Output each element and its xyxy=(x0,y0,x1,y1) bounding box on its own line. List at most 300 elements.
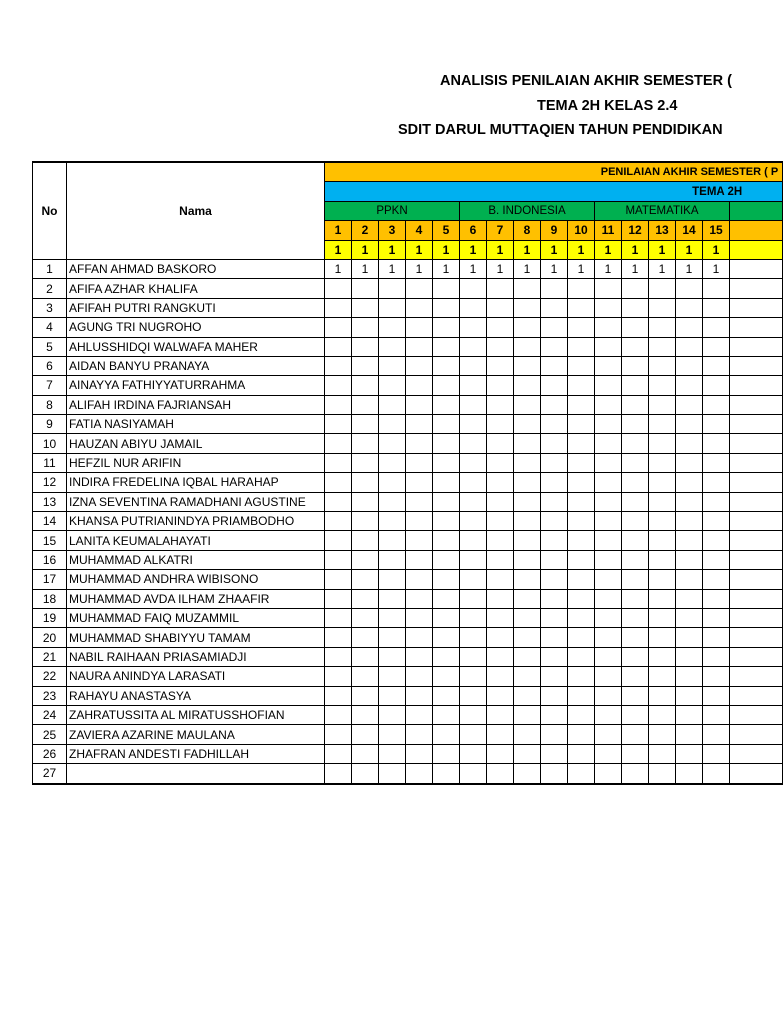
score-cell[interactable] xyxy=(379,764,406,784)
score-cell[interactable] xyxy=(433,512,460,531)
score-cell[interactable] xyxy=(325,318,352,337)
score-cell[interactable] xyxy=(649,473,676,492)
student-name[interactable]: AFIFA AZHAR KHALIFA xyxy=(67,279,325,298)
score-cell[interactable] xyxy=(487,453,514,472)
score-cell[interactable] xyxy=(649,531,676,550)
score-cell[interactable] xyxy=(595,434,622,453)
score-cell[interactable] xyxy=(541,667,568,686)
score-cell[interactable] xyxy=(352,531,379,550)
score-cell[interactable] xyxy=(541,395,568,414)
score-cell[interactable] xyxy=(622,608,649,627)
score-cell[interactable] xyxy=(541,356,568,375)
score-cell[interactable] xyxy=(541,725,568,744)
score-cell[interactable] xyxy=(541,492,568,511)
score-cell[interactable] xyxy=(433,550,460,569)
score-cell[interactable] xyxy=(433,298,460,317)
score-cell[interactable] xyxy=(568,453,595,472)
score-cell[interactable] xyxy=(352,453,379,472)
score-cell[interactable] xyxy=(514,453,541,472)
score-cell[interactable] xyxy=(433,395,460,414)
score-cell[interactable] xyxy=(703,512,730,531)
score-cell[interactable] xyxy=(541,531,568,550)
score-cell[interactable] xyxy=(622,512,649,531)
row-number[interactable]: 1 xyxy=(33,259,67,278)
score-cell[interactable] xyxy=(379,686,406,705)
score-cell[interactable] xyxy=(622,667,649,686)
score-cell[interactable] xyxy=(622,473,649,492)
score-cell[interactable] xyxy=(406,453,433,472)
score-cell[interactable] xyxy=(460,279,487,298)
row-number[interactable]: 4 xyxy=(33,318,67,337)
score-cell[interactable] xyxy=(649,744,676,763)
score-cell-overflow[interactable] xyxy=(730,512,783,531)
score-cell[interactable] xyxy=(487,531,514,550)
score-cell[interactable] xyxy=(595,473,622,492)
score-cell[interactable] xyxy=(514,628,541,647)
score-cell[interactable] xyxy=(487,686,514,705)
score-cell[interactable] xyxy=(460,337,487,356)
score-cell[interactable] xyxy=(460,492,487,511)
row-number[interactable]: 19 xyxy=(33,608,67,627)
score-cell[interactable] xyxy=(460,764,487,784)
score-cell[interactable] xyxy=(487,279,514,298)
score-cell[interactable] xyxy=(325,628,352,647)
score-cell-overflow[interactable] xyxy=(730,298,783,317)
score-cell[interactable] xyxy=(433,667,460,686)
score-cell[interactable] xyxy=(487,318,514,337)
score-cell[interactable] xyxy=(622,589,649,608)
score-cell[interactable] xyxy=(460,744,487,763)
score-cell[interactable] xyxy=(487,550,514,569)
score-cell[interactable] xyxy=(649,628,676,647)
score-cell[interactable] xyxy=(514,395,541,414)
score-cell[interactable] xyxy=(487,473,514,492)
score-cell[interactable] xyxy=(433,647,460,666)
score-cell[interactable] xyxy=(460,415,487,434)
score-cell[interactable] xyxy=(541,512,568,531)
score-cell[interactable] xyxy=(676,608,703,627)
score-cell[interactable] xyxy=(487,647,514,666)
score-cell[interactable] xyxy=(649,686,676,705)
score-cell[interactable] xyxy=(379,550,406,569)
score-cell[interactable] xyxy=(595,415,622,434)
score-cell-overflow[interactable] xyxy=(730,356,783,375)
row-number[interactable]: 2 xyxy=(33,279,67,298)
score-cell[interactable] xyxy=(379,415,406,434)
row-number[interactable]: 23 xyxy=(33,686,67,705)
score-cell[interactable] xyxy=(460,570,487,589)
score-cell[interactable] xyxy=(325,298,352,317)
score-cell[interactable] xyxy=(622,744,649,763)
score-cell[interactable] xyxy=(649,512,676,531)
score-cell[interactable] xyxy=(487,725,514,744)
score-cell[interactable] xyxy=(352,744,379,763)
score-cell[interactable] xyxy=(352,764,379,784)
score-cell[interactable] xyxy=(541,628,568,647)
score-cell[interactable] xyxy=(406,415,433,434)
score-cell[interactable] xyxy=(568,337,595,356)
score-cell-overflow[interactable] xyxy=(730,395,783,414)
score-cell[interactable] xyxy=(325,589,352,608)
score-cell[interactable] xyxy=(676,570,703,589)
score-cell[interactable] xyxy=(325,376,352,395)
score-cell[interactable] xyxy=(379,667,406,686)
score-cell[interactable] xyxy=(703,725,730,744)
score-cell[interactable] xyxy=(460,395,487,414)
score-cell[interactable] xyxy=(568,473,595,492)
score-cell[interactable] xyxy=(352,434,379,453)
score-cell[interactable] xyxy=(487,705,514,724)
score-cell[interactable] xyxy=(568,298,595,317)
score-cell[interactable] xyxy=(433,279,460,298)
score-cell-overflow[interactable] xyxy=(730,647,783,666)
student-name[interactable]: MUHAMMAD FAIQ MUZAMMIL xyxy=(67,608,325,627)
score-cell[interactable] xyxy=(541,744,568,763)
score-cell[interactable] xyxy=(406,764,433,784)
score-cell[interactable] xyxy=(352,337,379,356)
score-cell[interactable] xyxy=(460,667,487,686)
student-name[interactable]: MUHAMMAD ANDHRA WIBISONO xyxy=(67,570,325,589)
score-cell[interactable] xyxy=(649,434,676,453)
score-cell[interactable] xyxy=(325,434,352,453)
score-cell[interactable] xyxy=(460,647,487,666)
score-cell[interactable] xyxy=(487,395,514,414)
score-cell[interactable] xyxy=(406,279,433,298)
student-name[interactable] xyxy=(67,764,325,784)
score-cell[interactable] xyxy=(595,453,622,472)
score-cell[interactable] xyxy=(487,337,514,356)
score-cell-overflow[interactable] xyxy=(730,531,783,550)
row-number[interactable]: 15 xyxy=(33,531,67,550)
score-cell[interactable] xyxy=(541,318,568,337)
student-name[interactable]: IZNA SEVENTINA RAMADHANI AGUSTINE xyxy=(67,492,325,511)
score-cell[interactable] xyxy=(649,298,676,317)
score-cell[interactable] xyxy=(649,376,676,395)
student-name[interactable]: MUHAMMAD AVDA ILHAM ZHAAFIR xyxy=(67,589,325,608)
score-cell[interactable] xyxy=(352,376,379,395)
score-cell-overflow[interactable] xyxy=(730,570,783,589)
score-cell[interactable]: 1 xyxy=(622,259,649,278)
score-cell[interactable] xyxy=(352,492,379,511)
score-cell[interactable] xyxy=(649,415,676,434)
score-cell[interactable] xyxy=(568,550,595,569)
score-cell[interactable] xyxy=(514,705,541,724)
row-number[interactable]: 18 xyxy=(33,589,67,608)
score-cell[interactable] xyxy=(568,376,595,395)
score-cell[interactable] xyxy=(379,356,406,375)
score-cell[interactable] xyxy=(622,686,649,705)
row-number[interactable]: 6 xyxy=(33,356,67,375)
score-cell[interactable] xyxy=(379,473,406,492)
score-cell[interactable] xyxy=(352,356,379,375)
score-cell[interactable] xyxy=(379,492,406,511)
row-number[interactable]: 3 xyxy=(33,298,67,317)
score-cell[interactable] xyxy=(514,686,541,705)
score-cell[interactable] xyxy=(406,705,433,724)
score-cell[interactable] xyxy=(595,725,622,744)
score-cell[interactable] xyxy=(433,415,460,434)
score-cell[interactable] xyxy=(406,298,433,317)
student-name[interactable]: ZAHRATUSSITA AL MIRATUSSHOFIAN xyxy=(67,705,325,724)
score-cell[interactable] xyxy=(595,744,622,763)
row-number[interactable]: 16 xyxy=(33,550,67,569)
score-cell[interactable] xyxy=(514,376,541,395)
score-cell[interactable] xyxy=(568,279,595,298)
score-cell[interactable] xyxy=(703,337,730,356)
score-cell[interactable] xyxy=(379,570,406,589)
score-cell[interactable] xyxy=(676,279,703,298)
score-cell[interactable] xyxy=(433,531,460,550)
score-cell[interactable] xyxy=(622,570,649,589)
score-cell[interactable] xyxy=(676,744,703,763)
score-cell[interactable] xyxy=(514,473,541,492)
score-cell[interactable] xyxy=(676,628,703,647)
row-number[interactable]: 5 xyxy=(33,337,67,356)
score-cell[interactable] xyxy=(703,550,730,569)
score-cell[interactable] xyxy=(649,667,676,686)
student-name[interactable]: AIDAN BANYU PRANAYA xyxy=(67,356,325,375)
row-number[interactable]: 27 xyxy=(33,764,67,784)
score-cell[interactable] xyxy=(433,628,460,647)
score-cell[interactable] xyxy=(649,279,676,298)
score-cell[interactable] xyxy=(460,628,487,647)
score-cell[interactable] xyxy=(703,705,730,724)
score-cell[interactable] xyxy=(676,356,703,375)
score-cell[interactable] xyxy=(649,705,676,724)
score-cell[interactable] xyxy=(595,512,622,531)
score-cell[interactable] xyxy=(676,376,703,395)
score-cell[interactable] xyxy=(406,628,433,647)
score-cell[interactable] xyxy=(352,279,379,298)
score-cell[interactable] xyxy=(406,550,433,569)
score-cell[interactable] xyxy=(379,337,406,356)
score-cell[interactable] xyxy=(649,570,676,589)
score-cell[interactable] xyxy=(325,744,352,763)
score-cell[interactable] xyxy=(622,531,649,550)
score-cell[interactable] xyxy=(676,395,703,414)
score-cell[interactable] xyxy=(568,764,595,784)
score-cell[interactable] xyxy=(460,453,487,472)
score-cell[interactable] xyxy=(352,395,379,414)
score-cell[interactable] xyxy=(595,686,622,705)
score-cell[interactable] xyxy=(595,531,622,550)
score-cell[interactable] xyxy=(433,764,460,784)
score-cell[interactable] xyxy=(433,337,460,356)
score-cell[interactable] xyxy=(622,415,649,434)
score-cell[interactable] xyxy=(541,589,568,608)
score-cell-overflow[interactable] xyxy=(730,318,783,337)
score-cell[interactable] xyxy=(595,279,622,298)
score-cell[interactable] xyxy=(703,531,730,550)
score-cell-overflow[interactable] xyxy=(730,415,783,434)
score-cell[interactable] xyxy=(406,376,433,395)
score-cell[interactable] xyxy=(649,550,676,569)
score-cell[interactable] xyxy=(514,550,541,569)
score-cell[interactable] xyxy=(487,608,514,627)
score-cell[interactable] xyxy=(676,764,703,784)
score-cell[interactable] xyxy=(487,744,514,763)
row-number[interactable]: 26 xyxy=(33,744,67,763)
score-cell[interactable] xyxy=(325,356,352,375)
score-cell[interactable] xyxy=(352,298,379,317)
score-cell[interactable] xyxy=(595,550,622,569)
score-cell-overflow[interactable] xyxy=(730,279,783,298)
score-cell[interactable] xyxy=(379,531,406,550)
score-cell[interactable] xyxy=(325,531,352,550)
score-cell[interactable] xyxy=(514,434,541,453)
score-cell[interactable] xyxy=(595,705,622,724)
score-cell[interactable]: 1 xyxy=(649,259,676,278)
score-cell[interactable] xyxy=(379,318,406,337)
score-cell[interactable] xyxy=(325,686,352,705)
score-cell[interactable] xyxy=(352,667,379,686)
score-cell[interactable] xyxy=(622,395,649,414)
score-cell[interactable] xyxy=(622,356,649,375)
score-cell[interactable] xyxy=(622,434,649,453)
score-cell[interactable] xyxy=(379,298,406,317)
score-cell[interactable] xyxy=(379,744,406,763)
score-cell[interactable] xyxy=(622,764,649,784)
score-cell[interactable] xyxy=(487,415,514,434)
score-cell[interactable] xyxy=(676,725,703,744)
score-cell[interactable] xyxy=(487,356,514,375)
score-cell[interactable] xyxy=(568,356,595,375)
student-name[interactable]: AFIFAH PUTRI RANGKUTI xyxy=(67,298,325,317)
score-cell[interactable] xyxy=(514,337,541,356)
score-cell[interactable] xyxy=(568,608,595,627)
row-number[interactable]: 25 xyxy=(33,725,67,744)
score-cell[interactable] xyxy=(649,453,676,472)
score-cell[interactable] xyxy=(595,395,622,414)
score-cell[interactable] xyxy=(487,376,514,395)
score-cell[interactable] xyxy=(541,473,568,492)
score-cell[interactable] xyxy=(568,492,595,511)
score-cell[interactable] xyxy=(325,473,352,492)
score-cell[interactable] xyxy=(595,764,622,784)
score-cell[interactable] xyxy=(649,395,676,414)
score-cell[interactable] xyxy=(352,608,379,627)
score-cell-overflow[interactable] xyxy=(730,589,783,608)
score-cell[interactable]: 1 xyxy=(487,259,514,278)
score-cell[interactable] xyxy=(433,453,460,472)
score-cell[interactable] xyxy=(379,589,406,608)
score-cell-overflow[interactable] xyxy=(730,686,783,705)
score-cell[interactable] xyxy=(514,531,541,550)
score-cell[interactable] xyxy=(379,376,406,395)
row-number[interactable]: 12 xyxy=(33,473,67,492)
score-cell[interactable] xyxy=(541,434,568,453)
score-cell[interactable] xyxy=(514,647,541,666)
score-cell[interactable] xyxy=(568,589,595,608)
score-cell[interactable] xyxy=(622,705,649,724)
score-cell[interactable] xyxy=(460,705,487,724)
score-cell[interactable] xyxy=(676,434,703,453)
score-cell[interactable] xyxy=(433,608,460,627)
score-cell-overflow[interactable] xyxy=(730,337,783,356)
score-cell[interactable] xyxy=(433,705,460,724)
score-cell[interactable] xyxy=(703,628,730,647)
score-cell[interactable] xyxy=(433,318,460,337)
score-cell[interactable] xyxy=(325,395,352,414)
score-cell[interactable] xyxy=(514,415,541,434)
score-cell[interactable] xyxy=(595,570,622,589)
score-cell[interactable] xyxy=(649,589,676,608)
score-cell[interactable] xyxy=(352,686,379,705)
score-cell[interactable] xyxy=(676,550,703,569)
score-cell[interactable] xyxy=(433,376,460,395)
score-cell[interactable] xyxy=(406,647,433,666)
score-cell[interactable] xyxy=(568,434,595,453)
student-name[interactable]: INDIRA FREDELINA IQBAL HARAHAP xyxy=(67,473,325,492)
score-cell[interactable] xyxy=(514,318,541,337)
row-number[interactable]: 11 xyxy=(33,453,67,472)
score-cell[interactable] xyxy=(676,589,703,608)
score-cell[interactable] xyxy=(595,608,622,627)
score-cell[interactable] xyxy=(568,570,595,589)
score-cell[interactable] xyxy=(568,318,595,337)
score-cell[interactable] xyxy=(379,453,406,472)
score-cell[interactable] xyxy=(568,647,595,666)
score-cell[interactable] xyxy=(379,512,406,531)
score-cell[interactable]: 1 xyxy=(514,259,541,278)
score-cell[interactable] xyxy=(352,512,379,531)
score-cell[interactable] xyxy=(676,318,703,337)
score-cell[interactable] xyxy=(703,492,730,511)
score-cell[interactable] xyxy=(460,473,487,492)
row-number[interactable]: 22 xyxy=(33,667,67,686)
student-name[interactable]: HEFZIL NUR ARIFIN xyxy=(67,453,325,472)
score-cell[interactable] xyxy=(676,337,703,356)
score-cell[interactable] xyxy=(676,492,703,511)
score-cell[interactable]: 1 xyxy=(703,259,730,278)
score-cell[interactable] xyxy=(325,550,352,569)
score-cell[interactable] xyxy=(703,376,730,395)
score-cell[interactable] xyxy=(406,744,433,763)
score-cell[interactable]: 1 xyxy=(379,259,406,278)
score-cell[interactable] xyxy=(325,705,352,724)
student-name[interactable]: NAURA ANINDYA LARASATI xyxy=(67,667,325,686)
score-cell[interactable] xyxy=(379,279,406,298)
score-cell[interactable] xyxy=(433,744,460,763)
row-number[interactable]: 21 xyxy=(33,647,67,666)
score-cell[interactable] xyxy=(406,686,433,705)
score-cell[interactable] xyxy=(514,725,541,744)
score-cell[interactable] xyxy=(649,647,676,666)
score-cell[interactable] xyxy=(460,298,487,317)
score-cell[interactable] xyxy=(460,589,487,608)
score-cell[interactable] xyxy=(703,434,730,453)
score-cell[interactable] xyxy=(433,356,460,375)
score-cell[interactable] xyxy=(406,512,433,531)
score-cell[interactable] xyxy=(514,764,541,784)
score-cell[interactable] xyxy=(406,725,433,744)
score-cell[interactable] xyxy=(460,608,487,627)
score-cell[interactable] xyxy=(352,550,379,569)
score-cell[interactable] xyxy=(703,298,730,317)
score-cell[interactable]: 1 xyxy=(541,259,568,278)
score-cell[interactable] xyxy=(541,686,568,705)
score-cell[interactable]: 1 xyxy=(595,259,622,278)
score-cell[interactable] xyxy=(703,686,730,705)
score-cell[interactable] xyxy=(703,744,730,763)
score-cell-overflow[interactable] xyxy=(730,705,783,724)
score-cell[interactable] xyxy=(325,608,352,627)
score-cell[interactable] xyxy=(406,492,433,511)
score-cell[interactable] xyxy=(703,473,730,492)
score-cell[interactable]: 1 xyxy=(676,259,703,278)
score-cell-overflow[interactable] xyxy=(730,725,783,744)
score-cell[interactable] xyxy=(541,764,568,784)
